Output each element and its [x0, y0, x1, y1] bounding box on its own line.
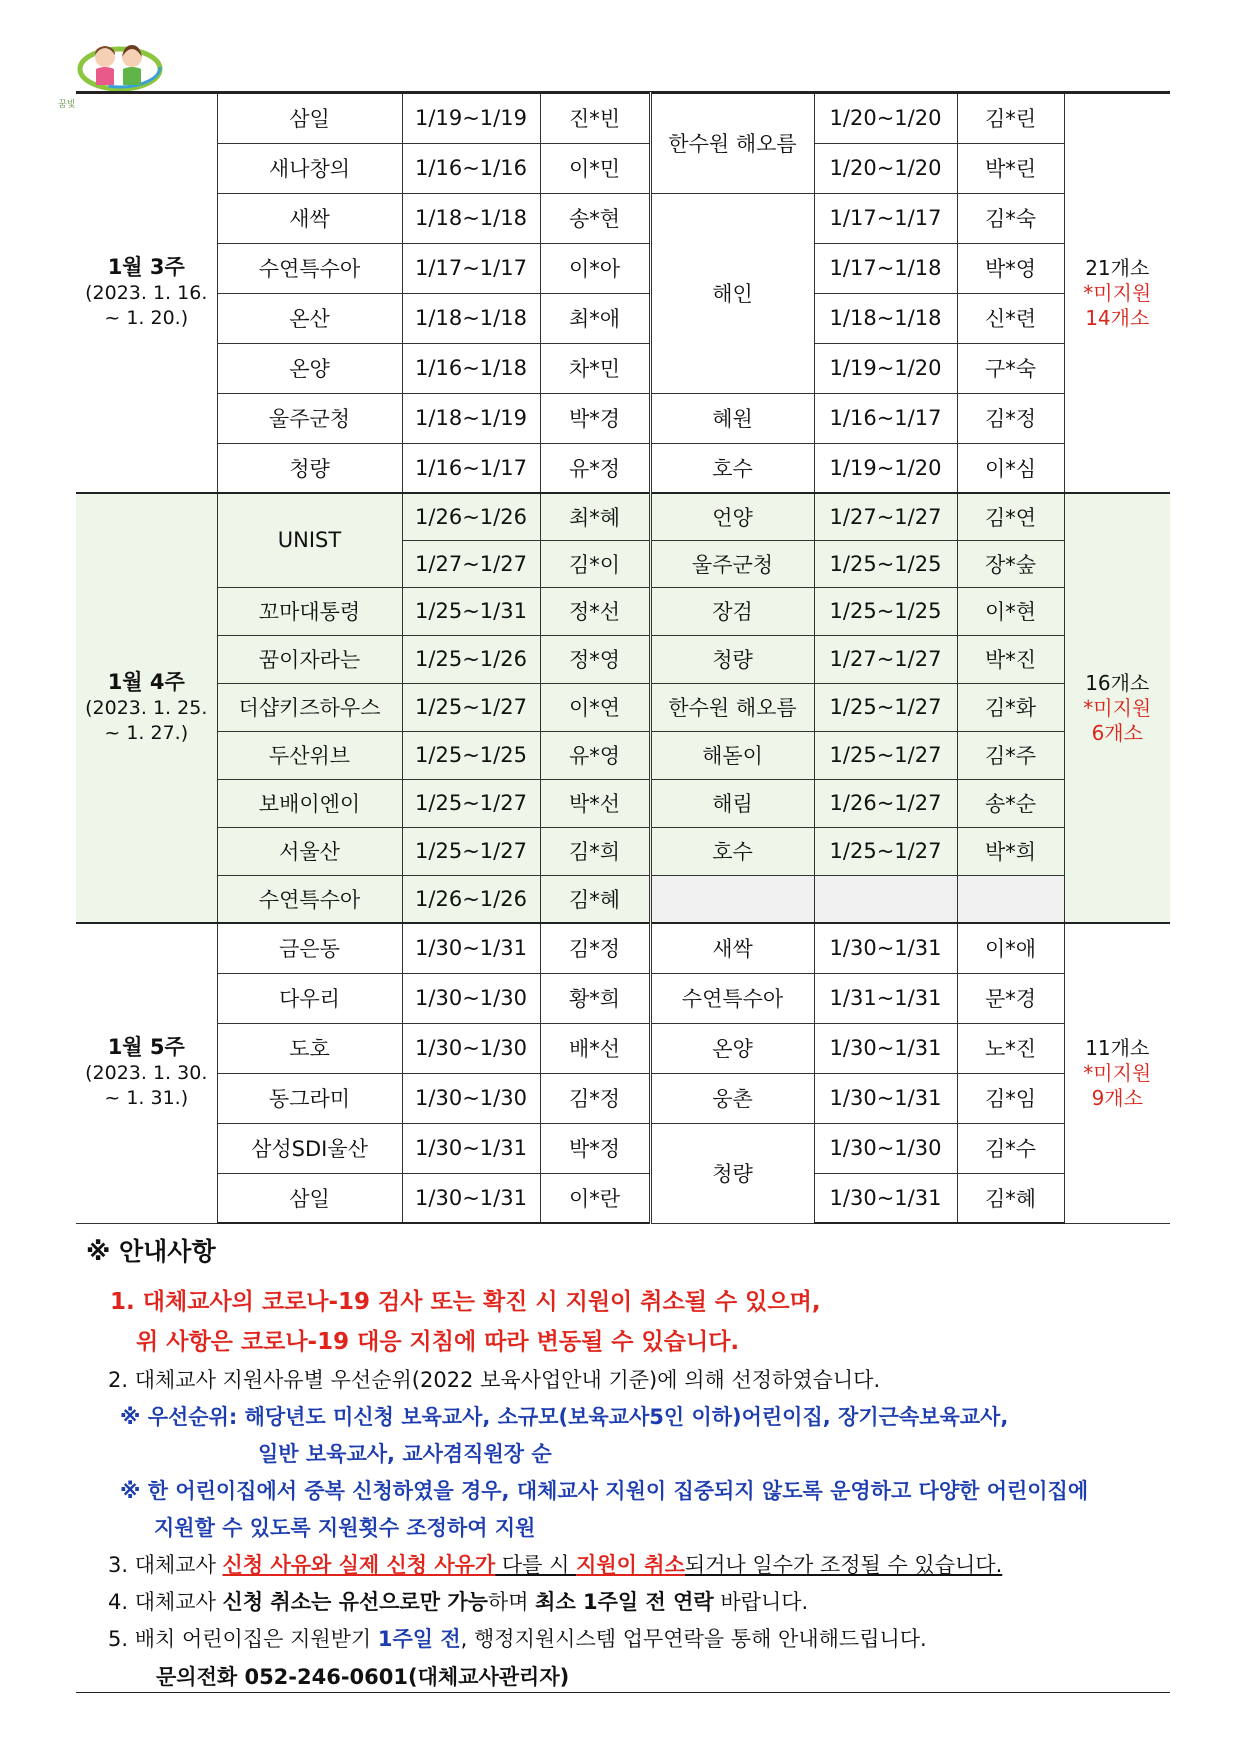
date-range: 1/18~1/18	[402, 293, 540, 343]
teacher-name: 김*이	[540, 540, 650, 587]
date-range: 1/17~1/17	[814, 193, 957, 243]
center-name: 동그라미	[217, 1073, 402, 1123]
unsupported-count: 9개소	[1091, 1085, 1143, 1110]
table-row	[76, 293, 1170, 343]
teacher-name: 정*영	[540, 635, 650, 683]
center-name: 울주군청	[217, 393, 402, 443]
week-range: ~ 1. 20.)	[104, 307, 189, 329]
table-row	[76, 875, 1170, 923]
table-row	[76, 193, 1170, 243]
date-range: 1/30~1/30	[402, 1073, 540, 1123]
date-range: 1/27~1/27	[814, 493, 957, 540]
bottom-rule	[76, 1692, 1170, 1693]
teacher-name: 이*심	[957, 443, 1064, 493]
date-range: 1/30~1/31	[814, 923, 957, 973]
center-name: 한수원 해오름	[650, 683, 814, 731]
week-cell	[76, 93, 217, 493]
date-range: 1/30~1/31	[814, 1023, 957, 1073]
date-range: 1/17~1/17	[402, 243, 540, 293]
table-row	[76, 1073, 1170, 1123]
date-range: 1/26~1/26	[402, 875, 540, 923]
teacher-name: 이*아	[540, 243, 650, 293]
week-range: ~ 1. 31.)	[104, 1087, 189, 1110]
week-cell	[76, 923, 217, 1223]
center-name: 청량	[217, 443, 402, 493]
teacher-name: 박*영	[957, 243, 1064, 293]
week-range: (2023. 1. 30.	[85, 1062, 208, 1085]
center-name: 새나창의	[217, 143, 402, 193]
teacher-name: 김*린	[957, 93, 1064, 143]
center-name: 새싹	[650, 923, 814, 973]
date-range: 1/25~1/27	[402, 827, 540, 875]
center-name: 온산	[217, 293, 402, 343]
date-range: 1/30~1/30	[402, 1023, 540, 1073]
empty-cell	[650, 875, 814, 923]
date-range: 1/26~1/27	[814, 779, 957, 827]
unsupported-label: *미지원	[1083, 280, 1152, 305]
table-row	[76, 731, 1170, 779]
center-name: 해림	[650, 779, 814, 827]
center-name: 울주군청	[650, 540, 814, 587]
teacher-name: 이*애	[957, 923, 1064, 973]
notice-item-1: 1. 대체교사의 코로나-19 검사 또는 확진 시 지원이 취소될 수 있으며,	[110, 1289, 821, 1315]
center-name: 삼일	[217, 93, 402, 143]
center-name: 온양	[650, 1023, 814, 1073]
center-name: 청량	[650, 1123, 814, 1223]
center-name: 두산위브	[217, 731, 402, 779]
date-range: 1/25~1/25	[402, 731, 540, 779]
table-row	[76, 779, 1170, 827]
date-range: 1/25~1/25	[814, 587, 957, 635]
date-range: 1/18~1/18	[402, 193, 540, 243]
teacher-name: 최*혜	[540, 493, 650, 540]
teacher-name: 송*현	[540, 193, 650, 243]
center-name: 도호	[217, 1023, 402, 1073]
unsupported-label: *미지원	[1083, 1060, 1152, 1085]
teacher-name: 진*빈	[540, 93, 650, 143]
teacher-name: 김*숙	[957, 193, 1064, 243]
teacher-name: 김*연	[957, 493, 1064, 540]
priority-note-cont: 일반 보육교사, 교사겸직원장 순	[258, 1442, 552, 1466]
teacher-name: 김*주	[957, 731, 1064, 779]
table-row	[76, 493, 1170, 540]
date-range: 1/27~1/27	[814, 635, 957, 683]
date-range: 1/20~1/20	[814, 93, 957, 143]
date-range: 1/16~1/17	[814, 393, 957, 443]
week-range: (2023. 1. 16.	[85, 282, 208, 304]
date-range: 1/27~1/27	[402, 540, 540, 587]
table-row	[76, 587, 1170, 635]
center-name: 꼬마대통령	[217, 587, 402, 635]
date-range: 1/25~1/27	[814, 827, 957, 875]
count-total: 21개소	[1085, 255, 1150, 280]
center-name: 웅촌	[650, 1073, 814, 1123]
center-name: 한수원 해오름	[650, 93, 814, 193]
count-total: 11개소	[1085, 1035, 1150, 1060]
schedule-table	[76, 92, 1170, 1224]
teacher-name: 김*수	[957, 1123, 1064, 1173]
center-name: 보배이엔이	[217, 779, 402, 827]
notice-title: ※ 안내사항	[86, 1237, 216, 1266]
date-range: 1/26~1/26	[402, 493, 540, 540]
count-cell	[1064, 493, 1170, 923]
date-range: 1/19~1/20	[814, 343, 957, 393]
date-range: 1/16~1/17	[402, 443, 540, 493]
table-row	[76, 1173, 1170, 1223]
center-name: 새싹	[217, 193, 402, 243]
logo	[70, 35, 170, 95]
table-row	[76, 827, 1170, 875]
center-name: 온양	[217, 343, 402, 393]
date-range: 1/18~1/18	[814, 293, 957, 343]
teacher-name: 김*정	[957, 393, 1064, 443]
notice-item-3: 3. 대체교사 신청 사유와 실제 신청 사유가 다를 시 지원이 취소되거나 일수가 조정될 수 있습니다.	[108, 1553, 1003, 1577]
teacher-name: 김*희	[540, 827, 650, 875]
center-name: 서울산	[217, 827, 402, 875]
table-row	[76, 93, 1170, 143]
table-row	[76, 923, 1170, 973]
date-range: 1/17~1/18	[814, 243, 957, 293]
teacher-name: 김*혜	[540, 875, 650, 923]
date-range: 1/30~1/30	[814, 1123, 957, 1173]
teacher-name: 최*애	[540, 293, 650, 343]
teacher-name: 김*혜	[957, 1173, 1064, 1223]
week-title: 1월 5주	[107, 1035, 185, 1060]
date-range: 1/30~1/31	[402, 923, 540, 973]
table-row	[76, 973, 1170, 1023]
table-row	[76, 143, 1170, 193]
unsupported-count: 14개소	[1085, 305, 1150, 330]
teacher-name: 김*화	[957, 683, 1064, 731]
teacher-name: 이*란	[540, 1173, 650, 1223]
date-range: 1/19~1/20	[814, 443, 957, 493]
week-title: 1월 4주	[107, 670, 185, 694]
count-total: 16개소	[1085, 670, 1150, 695]
center-name: 해인	[650, 193, 814, 393]
duplicate-note-cont: 지원할 수 있도록 지원횟수 조정하여 지원	[154, 1516, 536, 1540]
center-name: 혜원	[650, 393, 814, 443]
count-cell	[1064, 93, 1170, 493]
center-name: 더샵키즈하우스	[217, 683, 402, 731]
date-range: 1/25~1/31	[402, 587, 540, 635]
table-row	[76, 443, 1170, 493]
table-row	[76, 343, 1170, 393]
teacher-name: 박*경	[540, 393, 650, 443]
unsupported-count: 6개소	[1091, 720, 1143, 745]
teacher-name: 박*선	[540, 779, 650, 827]
duplicate-note: ※ 한 어린이집에서 중복 신청하였을 경우, 대체교사 지원이 집중되지 않도록 운영하고 다양한 어린이집에	[120, 1479, 1089, 1503]
date-range: 1/30~1/31	[814, 1173, 957, 1223]
date-range: 1/25~1/27	[814, 731, 957, 779]
week-range: (2023. 1. 25.	[85, 697, 208, 719]
date-range: 1/25~1/27	[402, 683, 540, 731]
notice-section	[86, 1232, 1176, 1696]
notice-item-4: 4. 대체교사 신청 취소는 유선으로만 가능하며 최소 1주일 전 연락 바랍니다.	[108, 1590, 809, 1614]
center-name: 호수	[650, 827, 814, 875]
center-name: 다우리	[217, 973, 402, 1023]
logo-caption: 꿈빛	[58, 100, 76, 110]
center-name: 수연특수아	[217, 243, 402, 293]
week-cell	[76, 493, 217, 923]
table-row	[76, 243, 1170, 293]
center-name: 청량	[650, 635, 814, 683]
teacher-name: 유*정	[540, 443, 650, 493]
teacher-name: 이*현	[957, 587, 1064, 635]
date-range: 1/16~1/18	[402, 343, 540, 393]
teacher-name: 황*희	[540, 973, 650, 1023]
date-range: 1/25~1/26	[402, 635, 540, 683]
teacher-name: 김*정	[540, 923, 650, 973]
center-name: 언양	[650, 493, 814, 540]
notice-item-2: 2. 대체교사 지원사유별 우선순위(2022 보육사업안내 기준)에 의해 선정하였습니다.	[108, 1368, 881, 1392]
center-name: UNIST	[217, 493, 402, 587]
date-range: 1/19~1/19	[402, 93, 540, 143]
teacher-name: 이*연	[540, 683, 650, 731]
date-range: 1/18~1/19	[402, 393, 540, 443]
teacher-name: 정*선	[540, 587, 650, 635]
teacher-name: 신*련	[957, 293, 1064, 343]
teacher-name: 이*민	[540, 143, 650, 193]
date-range: 1/30~1/30	[402, 973, 540, 1023]
table-row	[76, 683, 1170, 731]
table-row	[76, 1123, 1170, 1173]
teacher-name: 문*경	[957, 973, 1064, 1023]
table-row	[76, 635, 1170, 683]
center-name: 꿈이자라는	[217, 635, 402, 683]
center-name: 해돋이	[650, 731, 814, 779]
date-range: 1/20~1/20	[814, 143, 957, 193]
table-row	[76, 393, 1170, 443]
teacher-name: 김*정	[540, 1073, 650, 1123]
date-range: 1/31~1/31	[814, 973, 957, 1023]
date-range: 1/25~1/25	[814, 540, 957, 587]
teacher-name: 장*숲	[957, 540, 1064, 587]
week-title: 1월 3주	[107, 255, 185, 279]
center-name: 삼성SDI울산	[217, 1123, 402, 1173]
notice-item-1-cont: 위 사항은 코로나-19 대응 지침에 따라 변동될 수 있습니다.	[136, 1329, 740, 1355]
teacher-name: 박*진	[957, 635, 1064, 683]
date-range: 1/30~1/31	[402, 1173, 540, 1223]
center-name: 금은동	[217, 923, 402, 973]
teacher-name: 노*진	[957, 1023, 1064, 1073]
teacher-name: 박*희	[957, 827, 1064, 875]
unsupported-label: *미지원	[1083, 695, 1152, 720]
teacher-name: 유*영	[540, 731, 650, 779]
date-range: 1/25~1/27	[402, 779, 540, 827]
notice-item-5: 5. 배치 어린이집은 지원받기 1주일 전, 행정지원시스템 업무연락을 통해 안내해드립니다.	[108, 1627, 927, 1651]
teacher-name: 박*정	[540, 1123, 650, 1173]
table-row	[76, 1023, 1170, 1073]
date-range: 1/30~1/31	[402, 1123, 540, 1173]
teacher-name: 배*선	[540, 1023, 650, 1073]
center-name: 수연특수아	[217, 875, 402, 923]
teacher-name: 구*숙	[957, 343, 1064, 393]
priority-note: ※ 우선순위: 해당년도 미신청 보육교사, 소규모(보육교사5인 이하)어린이집, 장기근속보육교사,	[120, 1405, 1009, 1429]
teacher-name: 박*린	[957, 143, 1064, 193]
empty-cell	[957, 875, 1064, 923]
contact-phone: 문의전화 052-246-0601(대체교사관리자)	[156, 1665, 570, 1689]
week-range: ~ 1. 27.)	[104, 722, 189, 744]
date-range: 1/30~1/31	[814, 1073, 957, 1123]
center-name: 삼일	[217, 1173, 402, 1223]
count-cell	[1064, 923, 1170, 1223]
date-range: 1/16~1/16	[402, 143, 540, 193]
center-name: 장검	[650, 587, 814, 635]
center-name: 수연특수아	[650, 973, 814, 1023]
date-range: 1/25~1/27	[814, 683, 957, 731]
teacher-name: 김*임	[957, 1073, 1064, 1123]
teacher-name: 차*민	[540, 343, 650, 393]
teacher-name: 송*순	[957, 779, 1064, 827]
center-name: 호수	[650, 443, 814, 493]
empty-cell	[814, 875, 957, 923]
